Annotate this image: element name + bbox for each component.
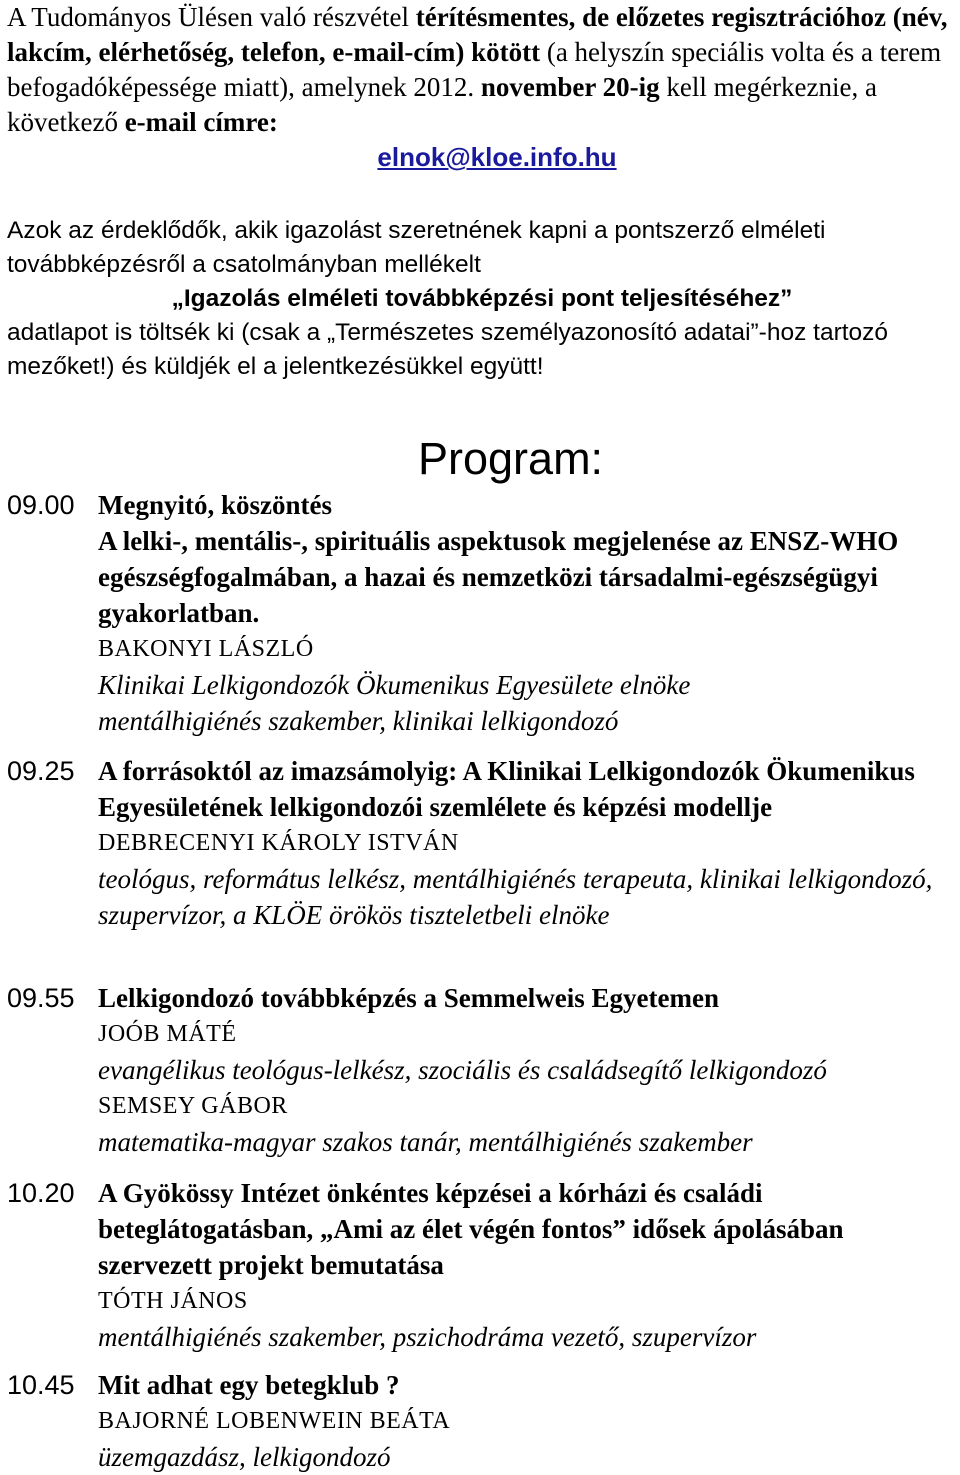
agenda-item: [7, 487, 960, 739]
agenda-item: [7, 1367, 960, 1475]
intro-bold-email-label: e-mail címre:: [124, 107, 278, 137]
speaker-role: matematika-magyar szakos tanár, mentálhigiénés szakember: [98, 1127, 753, 1157]
agenda-content: [98, 487, 960, 739]
certificate-paragraph: [7, 214, 957, 384]
registration-paragraph: [7, 0, 957, 175]
agenda-title: A forrásoktól az imazsámolyig: A Klinikai Lelkigondozók Ökumenikus Egyesületének lelkigondozói szemlélete és képzési modellje: [98, 756, 915, 822]
speaker-role: üzemgazdász, lelkigondozó: [98, 1442, 391, 1472]
certificate-text: Azok az érdeklődők, akik igazolást szeretnének kapni a pontszerző elméleti továbbképzésről a csatolmányban mellékelt: [7, 217, 826, 278]
speaker-name: BAKONYI LÁSZLÓ: [98, 636, 314, 662]
speaker-name: JOÓB MÁTÉ: [98, 1021, 237, 1047]
agenda-content: [98, 753, 960, 933]
agenda-content: [98, 980, 960, 1160]
agenda-item: [7, 753, 960, 933]
agenda-time: 10.20: [7, 1178, 75, 1208]
program-heading: Program:: [418, 433, 604, 484]
agenda-time: 09.00: [7, 490, 75, 520]
speaker-role: mentálhigiénés szakember, klinikai lelkigondozó: [98, 706, 619, 736]
intro-bold-registration: térítésmentes, de előzetes regisztrációhoz (név, lakcím, elérhetőség, telefon, e-mail-cím) kötött: [7, 2, 948, 67]
agenda-title: Megnyitó, köszöntés: [98, 490, 332, 520]
agenda-time: 09.25: [7, 756, 75, 786]
agenda-content: [98, 1175, 960, 1355]
speaker-name: DEBRECENYI KÁROLY ISTVÁN: [98, 830, 459, 856]
speaker-name: TÓTH JÁNOS: [98, 1288, 248, 1314]
speaker-name: SEMSEY GÁBOR: [98, 1093, 288, 1119]
speaker-role: teológus, református lelkész, mentálhigiénés terapeuta, klinikai lelkigondozó, szupervízor, a KLÖE örökös tiszteletbeli elnöke: [98, 864, 933, 930]
certificate-form-title: „Igazolás elméleti továbbképzési pont teljesítéséhez”: [171, 285, 793, 312]
agenda-time: 09.55: [7, 983, 75, 1013]
agenda-title: Lelkigondozó továbbképzés a Semmelweis Egyetemen: [98, 983, 719, 1013]
email-line: [7, 140, 957, 175]
agenda-item: [7, 980, 960, 1160]
speaker-name: BAJORNÉ LOBENWEIN BEÁTA: [98, 1408, 451, 1434]
email-link[interactable]: elnok@kloe.info.hu: [377, 142, 617, 172]
agenda-title: A Gyökössy Intézet önkéntes képzései a kórházi és családi beteglátogatásban, „Ami az élet végén fontos” idősek ápolásában szervezett projekt bemutatása: [98, 1178, 844, 1280]
agenda-time: 10.45: [7, 1370, 75, 1400]
speaker-role: mentálhigiénés szakember, pszichodráma vezető, szupervízor: [98, 1322, 757, 1352]
speaker-role: evangélikus teológus-lelkész, szociális és családsegítő lelkigondozó: [98, 1055, 827, 1085]
intro-text: A Tudományos Ülésen való részvétel: [7, 2, 416, 32]
intro-text: kell megérkeznie, a következő: [7, 72, 877, 137]
intro-text: (a helyszín speciális volta és a terem befogadóképessége miatt), amelynek 2012.: [7, 37, 942, 102]
agenda-title: Mit adhat egy betegklub ?: [98, 1370, 400, 1400]
speaker-role: Klinikai Lelkigondozók Ökumenikus Egyesülete elnöke: [98, 670, 691, 700]
agenda-item: [7, 1175, 960, 1355]
intro-bold-deadline: november 20-ig: [480, 72, 660, 102]
agenda-content: [98, 1367, 960, 1475]
agenda-subtitle: A lelki-, mentális-, spirituális aspektusok megjelenése az ENSZ-WHO egészségfogalmában, a hazai és nemzetközi társadalmi-egészségügyi gyakorlatban.: [98, 526, 899, 628]
certificate-text: adatlapot is töltsék ki (csak a „Természetes személyazonosító adatai”-hoz tartozó mezőket!) és küldjék el a jelentkezésükkel együtt!: [7, 319, 889, 380]
